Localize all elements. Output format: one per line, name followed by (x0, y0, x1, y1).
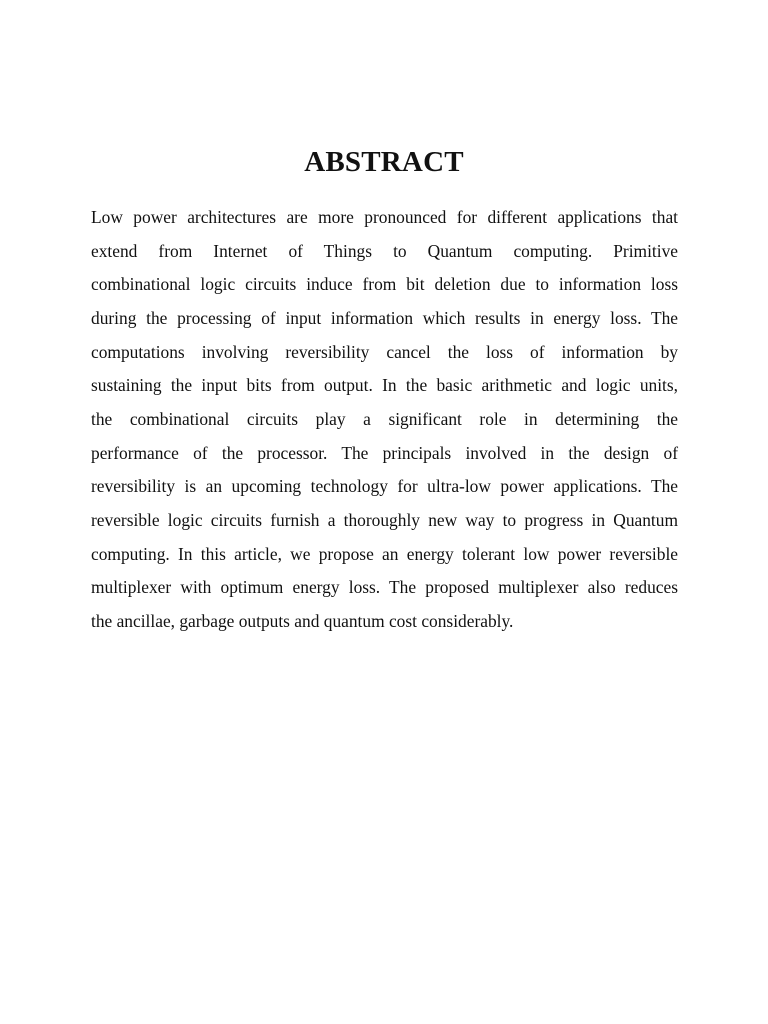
abstract-line: Low power architectures are more pronounced for different applications that (91, 207, 678, 227)
abstract-line: reversible logic circuits furnish a thoroughly new way to progress in Quantum (91, 509, 678, 530)
abstract-line: extend from Internet of Things to Quantum computing. Primitive (91, 240, 678, 261)
abstract-line: computing. In this article, we propose an energy tolerant low power reversible (91, 543, 678, 564)
abstract-line: computations involving reversibility cancel the loss of information by (91, 341, 678, 362)
abstract-line: the ancillae, garbage outputs and quantum cost considerably. (91, 610, 514, 631)
abstract-line: multiplexer with optimum energy loss. The proposed multiplexer also reduces (91, 577, 678, 598)
abstract-line: performance of the processor. The principals involved in the design of (91, 442, 678, 463)
abstract-body (91, 201, 678, 639)
abstract-line: during the processing of input information which results in energy loss. The (91, 307, 678, 328)
abstract-line: reversibility is an upcoming technology for ultra-low power applications. The (91, 476, 678, 497)
abstract-line: the combinational circuits play a significant role in determining the (91, 408, 678, 429)
abstract-line: sustaining the input bits from output. In the basic arithmetic and logic units, (91, 375, 678, 396)
abstract-line: combinational logic circuits induce from bit deletion due to information loss (91, 274, 678, 295)
abstract-heading: ABSTRACT (304, 146, 464, 178)
